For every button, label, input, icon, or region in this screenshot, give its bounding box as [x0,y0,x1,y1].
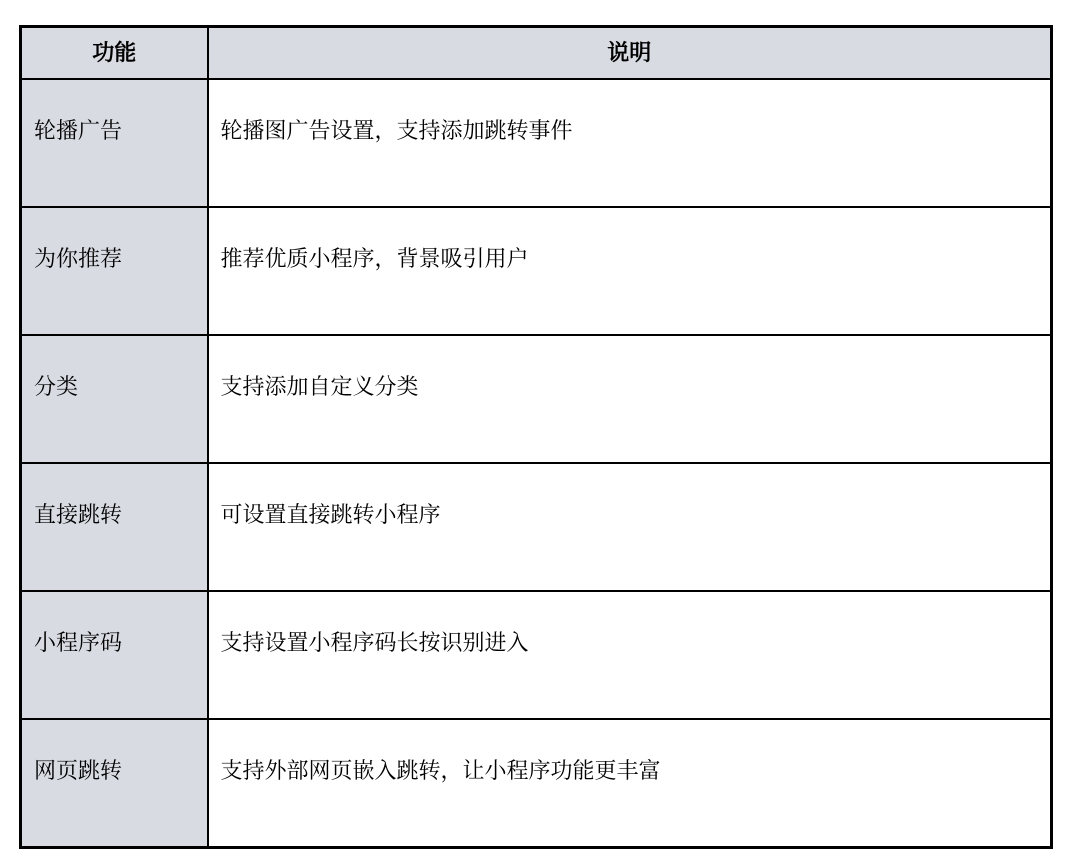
header-row [21,27,1052,80]
description-cell: 支持设置小程序码长按识别进入 [208,591,1052,719]
feature-cell: 网页跳转 [21,719,208,848]
table-row [21,207,1052,335]
table-row [21,463,1052,591]
table-row [21,591,1052,719]
feature-cell: 为你推荐 [21,207,208,335]
description-cell: 支持外部网页嵌入跳转，让小程序功能更丰富 [208,719,1052,848]
description-cell: 可设置直接跳转小程序 [208,463,1052,591]
table-row [21,719,1052,848]
feature-cell: 直接跳转 [21,463,208,591]
feature-table [19,25,1053,849]
table-row [21,79,1052,207]
feature-cell: 小程序码 [21,591,208,719]
description-cell: 支持添加自定义分类 [208,335,1052,463]
table-row [21,335,1052,463]
feature-cell: 分类 [21,335,208,463]
column-header-description: 说明 [208,27,1052,80]
column-header-feature: 功能 [21,27,208,80]
description-cell: 推荐优质小程序，背景吸引用户 [208,207,1052,335]
description-cell: 轮播图广告设置，支持添加跳转事件 [208,79,1052,207]
feature-cell: 轮播广告 [21,79,208,207]
